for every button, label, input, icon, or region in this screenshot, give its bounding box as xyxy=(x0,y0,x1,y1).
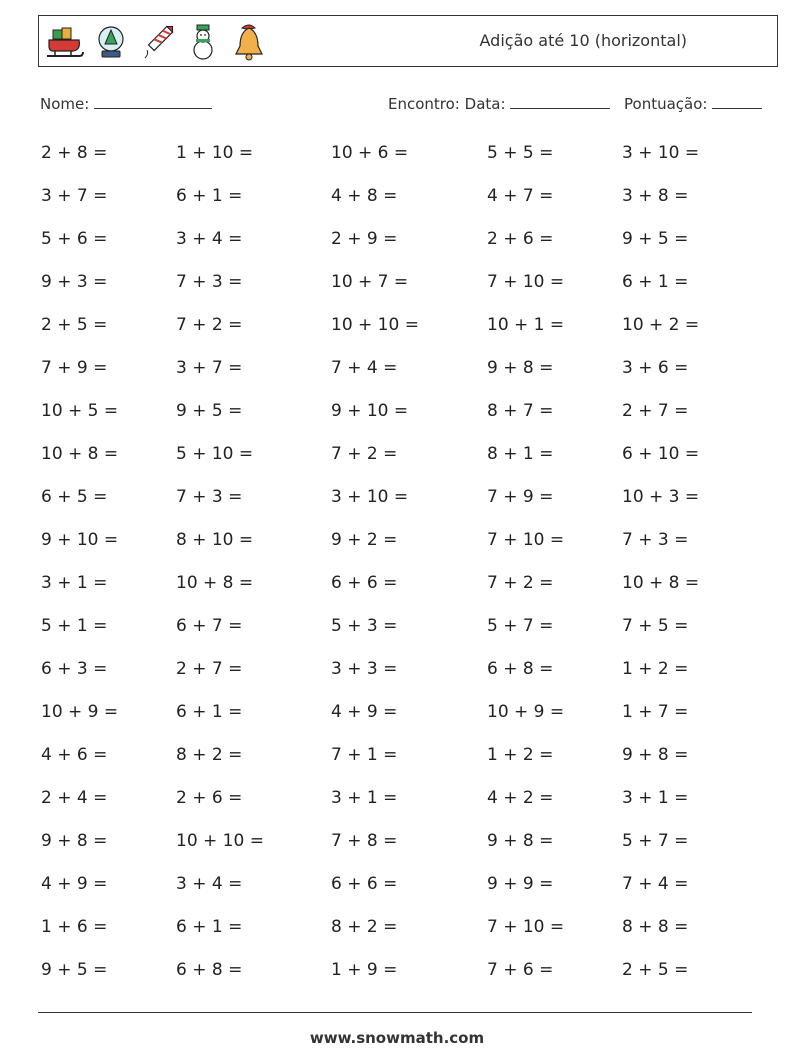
problem-9-2: 7 + 3 = xyxy=(176,487,243,507)
problem-12-2: 6 + 7 = xyxy=(176,616,243,636)
problem-6-3: 7 + 4 = xyxy=(331,358,398,378)
problem-11-1: 3 + 1 = xyxy=(41,573,108,593)
problem-7-4: 8 + 7 = xyxy=(487,401,554,421)
problem-17-4: 9 + 8 = xyxy=(487,831,554,851)
problem-11-4: 7 + 2 = xyxy=(487,573,554,593)
footer-divider xyxy=(38,1012,752,1013)
snow-globe-icon xyxy=(89,20,133,64)
problem-13-2: 2 + 7 = xyxy=(176,659,243,679)
problem-3-4: 2 + 6 = xyxy=(487,229,554,249)
problem-16-2: 2 + 6 = xyxy=(176,788,243,808)
problem-10-1: 9 + 10 = xyxy=(41,530,119,550)
problem-4-4: 7 + 10 = xyxy=(487,272,565,292)
problem-6-2: 3 + 7 = xyxy=(176,358,243,378)
problem-9-1: 6 + 5 = xyxy=(41,487,108,507)
problem-13-3: 3 + 3 = xyxy=(331,659,398,679)
score-label: Pontuação: xyxy=(624,95,708,113)
problem-19-1: 1 + 6 = xyxy=(41,917,108,937)
problem-8-5: 6 + 10 = xyxy=(622,444,700,464)
problem-18-2: 3 + 4 = xyxy=(176,874,243,894)
problem-1-5: 3 + 10 = xyxy=(622,143,700,163)
problem-9-3: 3 + 10 = xyxy=(331,487,409,507)
problem-4-5: 6 + 1 = xyxy=(622,272,689,292)
problem-7-2: 9 + 5 = xyxy=(176,401,243,421)
problem-7-3: 9 + 10 = xyxy=(331,401,409,421)
icon-strip xyxy=(43,20,273,64)
problem-14-1: 10 + 9 = xyxy=(41,702,119,722)
problem-7-1: 10 + 5 = xyxy=(41,401,119,421)
problem-3-3: 2 + 9 = xyxy=(331,229,398,249)
problem-2-1: 3 + 7 = xyxy=(41,186,108,206)
problem-19-4: 7 + 10 = xyxy=(487,917,565,937)
problem-6-5: 3 + 6 = xyxy=(622,358,689,378)
problem-10-4: 7 + 10 = xyxy=(487,530,565,550)
problem-14-3: 4 + 9 = xyxy=(331,702,398,722)
name-blank[interactable] xyxy=(94,94,212,109)
problem-20-2: 6 + 8 = xyxy=(176,960,243,980)
problem-17-5: 5 + 7 = xyxy=(622,831,689,851)
problem-3-1: 5 + 6 = xyxy=(41,229,108,249)
problem-10-3: 9 + 2 = xyxy=(331,530,398,550)
name-label: Nome: xyxy=(40,95,90,113)
problem-3-2: 3 + 4 = xyxy=(176,229,243,249)
problem-4-3: 10 + 7 = xyxy=(331,272,409,292)
problem-12-4: 5 + 7 = xyxy=(487,616,554,636)
problem-17-3: 7 + 8 = xyxy=(331,831,398,851)
problem-17-2: 10 + 10 = xyxy=(176,831,264,851)
problem-20-4: 7 + 6 = xyxy=(487,960,554,980)
problem-1-4: 5 + 5 = xyxy=(487,143,554,163)
problem-16-3: 3 + 1 = xyxy=(331,788,398,808)
problem-14-5: 1 + 7 = xyxy=(622,702,689,722)
meeting-label: Encontro: xyxy=(388,95,460,113)
problem-20-5: 2 + 5 = xyxy=(622,960,689,980)
problem-8-2: 5 + 10 = xyxy=(176,444,254,464)
problem-12-5: 7 + 5 = xyxy=(622,616,689,636)
problem-15-5: 9 + 8 = xyxy=(622,745,689,765)
problem-5-5: 10 + 2 = xyxy=(622,315,700,335)
problem-20-1: 9 + 5 = xyxy=(41,960,108,980)
problem-19-3: 8 + 2 = xyxy=(331,917,398,937)
bell-icon xyxy=(227,20,271,64)
problem-8-4: 8 + 1 = xyxy=(487,444,554,464)
problem-12-3: 5 + 3 = xyxy=(331,616,398,636)
problem-16-5: 3 + 1 = xyxy=(622,788,689,808)
score-blank[interactable] xyxy=(712,94,762,109)
problem-8-3: 7 + 2 = xyxy=(331,444,398,464)
sleigh-icon xyxy=(43,20,87,64)
problem-18-5: 7 + 4 = xyxy=(622,874,689,894)
problem-5-4: 10 + 1 = xyxy=(487,315,565,335)
problem-14-2: 6 + 1 = xyxy=(176,702,243,722)
problem-20-3: 1 + 9 = xyxy=(331,960,398,980)
problem-5-3: 10 + 10 = xyxy=(331,315,419,335)
problem-4-2: 7 + 3 = xyxy=(176,272,243,292)
problem-19-2: 6 + 1 = xyxy=(176,917,243,937)
problem-5-1: 2 + 5 = xyxy=(41,315,108,335)
problem-13-4: 6 + 8 = xyxy=(487,659,554,679)
problem-2-3: 4 + 8 = xyxy=(331,186,398,206)
problem-15-4: 1 + 2 = xyxy=(487,745,554,765)
problem-5-2: 7 + 2 = xyxy=(176,315,243,335)
problem-1-2: 1 + 10 = xyxy=(176,143,254,163)
worksheet-title: Adição até 10 (horizontal) xyxy=(479,31,687,50)
date-blank[interactable] xyxy=(510,94,610,109)
problem-10-5: 7 + 3 = xyxy=(622,530,689,550)
problem-18-4: 9 + 9 = xyxy=(487,874,554,894)
problem-13-5: 1 + 2 = xyxy=(622,659,689,679)
problem-10-2: 8 + 10 = xyxy=(176,530,254,550)
problem-2-5: 3 + 8 = xyxy=(622,186,689,206)
meeting-date-field xyxy=(388,94,610,113)
problem-7-5: 2 + 7 = xyxy=(622,401,689,421)
problem-19-5: 8 + 8 = xyxy=(622,917,689,937)
problem-9-4: 7 + 9 = xyxy=(487,487,554,507)
name-field xyxy=(40,94,212,113)
problem-2-4: 4 + 7 = xyxy=(487,186,554,206)
problem-4-1: 9 + 3 = xyxy=(41,272,108,292)
problem-3-5: 9 + 5 = xyxy=(622,229,689,249)
problem-8-1: 10 + 8 = xyxy=(41,444,119,464)
problem-18-3: 6 + 6 = xyxy=(331,874,398,894)
problem-2-2: 6 + 1 = xyxy=(176,186,243,206)
problem-15-3: 7 + 1 = xyxy=(331,745,398,765)
problem-9-5: 10 + 3 = xyxy=(622,487,700,507)
problem-6-4: 9 + 8 = xyxy=(487,358,554,378)
problem-15-1: 4 + 6 = xyxy=(41,745,108,765)
snowman-icon xyxy=(181,20,225,64)
problem-12-1: 5 + 1 = xyxy=(41,616,108,636)
problem-16-4: 4 + 2 = xyxy=(487,788,554,808)
problem-18-1: 4 + 9 = xyxy=(41,874,108,894)
score-field xyxy=(624,94,762,113)
problem-14-4: 10 + 9 = xyxy=(487,702,565,722)
problem-15-2: 8 + 2 = xyxy=(176,745,243,765)
problem-11-5: 10 + 8 = xyxy=(622,573,700,593)
problem-13-1: 6 + 3 = xyxy=(41,659,108,679)
footer-website: www.snowmath.com xyxy=(309,1029,485,1047)
header-box xyxy=(38,15,778,67)
problem-1-3: 10 + 6 = xyxy=(331,143,409,163)
problem-16-1: 2 + 4 = xyxy=(41,788,108,808)
rocket-icon xyxy=(135,20,179,64)
problem-11-2: 10 + 8 = xyxy=(176,573,254,593)
problem-11-3: 6 + 6 = xyxy=(331,573,398,593)
problem-17-1: 9 + 8 = xyxy=(41,831,108,851)
date-label: Data: xyxy=(464,95,506,113)
problem-6-1: 7 + 9 = xyxy=(41,358,108,378)
problem-1-1: 2 + 8 = xyxy=(41,143,108,163)
